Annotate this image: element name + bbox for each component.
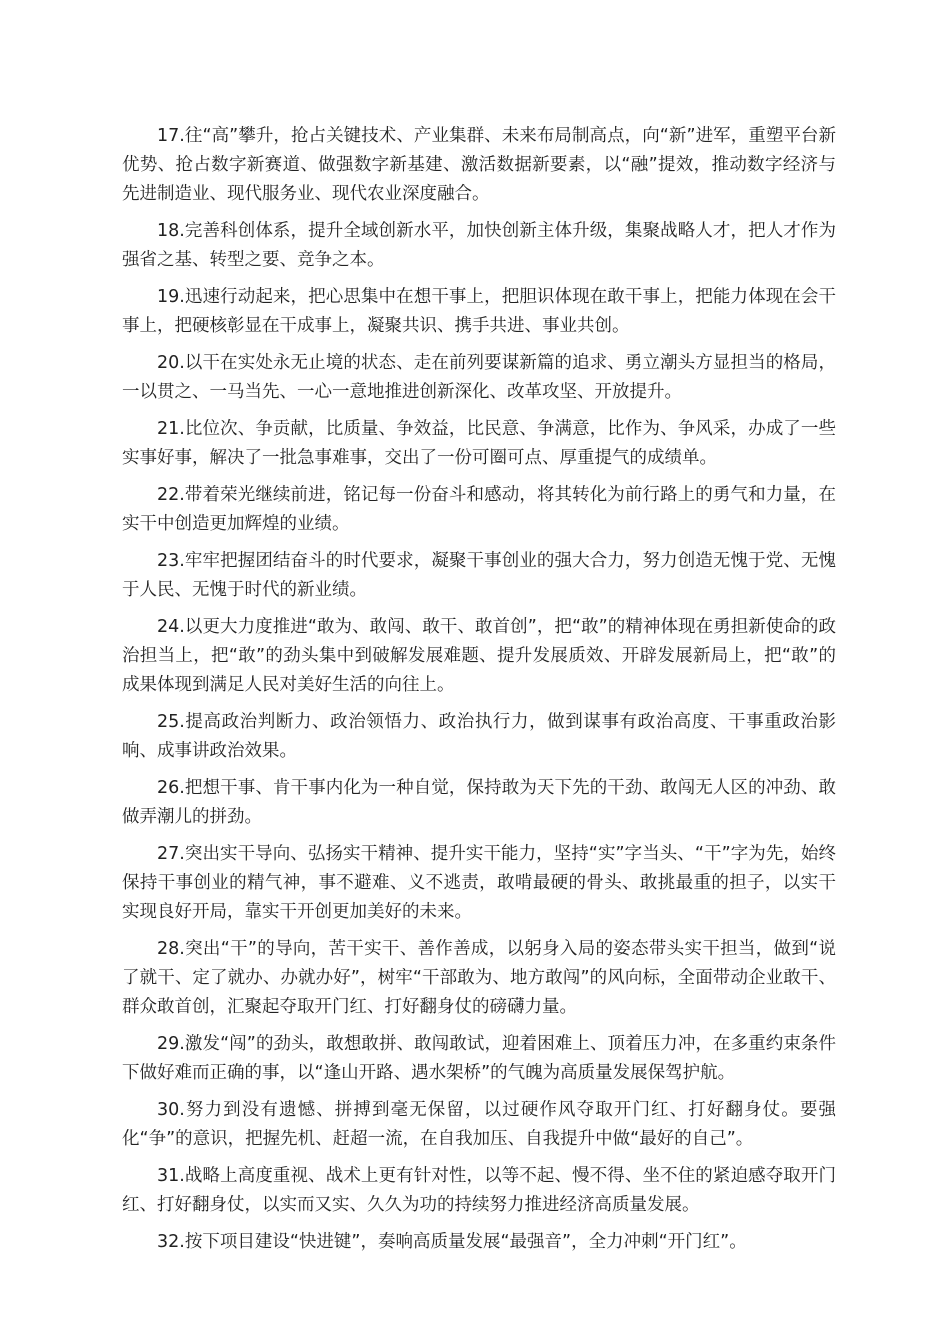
- paragraph-17: 17.往“高”攀升，抢占关键技术、产业集群、未来布局制高点，向“新”进军，重塑平台新优势、抢占数字新赛道、做强数字新基建、激活数据新要素，以“融”提效，推动数字经济与先进制造业、现代服务业、现代农业深度融合。: [122, 126, 836, 204]
- paragraph-21: 21.比位次、争贡献，比质量、争效益，比民意、争满意，比作为、争风采，办成了一些实事好事，解决了一批急事难事，交出了一份可圈可点、厚重提气的成绩单。: [122, 419, 836, 468]
- paragraph-30: 30.努力到没有遗憾、拼搏到毫无保留，以过硬作风夺取开门红、打好翻身仗。要强化“争”的意识，把握先机、赶超一流，在自我加压、自我提升中做“最好的自己”。: [122, 1100, 836, 1149]
- paragraph-23: 23.牢牢把握团结奋斗的时代要求，凝聚干事创业的强大合力，努力创造无愧于党、无愧于人民、无愧于时代的新业绩。: [122, 551, 836, 600]
- paragraph-19: 19.迅速行动起来，把心思集中在想干事上，把胆识体现在敢干事上，把能力体现在会干事上，把硬核彰显在干成事上，凝聚共识、携手共进、事业共创。: [122, 287, 836, 336]
- paragraph-20: 20.以干在实处永无止境的状态、走在前列要谋新篇的追求、勇立潮头方显担当的格局，一以贯之、一马当先、一心一意地推进创新深化、改革攻坚、开放提升。: [122, 353, 836, 402]
- paragraph-25: 25.提高政治判断力、政治领悟力、政治执行力，做到谋事有政治高度、干事重政治影响、成事讲政治效果。: [122, 712, 836, 761]
- paragraph-27: 27.突出实干导向、弘扬实干精神、提升实干能力，坚持“实”字当头、“干”字为先，始终保持干事创业的精气神，事不避难、义不逃责，敢啃最硬的骨头、敢挑最重的担子，以实干实现良好开局，靠实干开创更加美好的未来。: [122, 844, 836, 922]
- paragraph-31: 31.战略上高度重视、战术上更有针对性，以等不起、慢不得、坐不住的紧迫感夺取开门红、打好翻身仗，以实而又实、久久为功的持续努力推进经济高质量发展。: [122, 1166, 836, 1215]
- paragraph-24: 24.以更大力度推进“敢为、敢闯、敢干、敢首创”，把“敢”的精神体现在勇担新使命的政治担当上，把“敢”的劲头集中到破解发展难题、提升发展质效、开辟发展新局上，把“敢”的成果体现到满足人民对美好生活的向往上。: [122, 617, 836, 695]
- paragraph-22: 22.带着荣光继续前进，铭记每一份奋斗和感动，将其转化为前行路上的勇气和力量，在实干中创造更加辉煌的业绩。: [122, 485, 836, 534]
- paragraph-29: 29.激发“闯”的劲头，敢想敢拼、敢闯敢试，迎着困难上、顶着压力冲，在多重约束条件下做好难而正确的事，以“逢山开路、遇水架桥”的气魄为高质量发展保驾护航。: [122, 1034, 836, 1083]
- paragraph-32: 32.按下项目建设“快进键”，奏响高质量发展“最强音”，全力冲刺“开门红”。: [157, 1232, 747, 1252]
- paragraph-26: 26.把想干事、肯干事内化为一种自觉，保持敢为天下先的干劲、敢闯无人区的冲劲、敢做弄潮儿的拼劲。: [122, 778, 836, 827]
- paragraph-18: 18.完善科创体系，提升全域创新水平，加快创新主体升级，集聚战略人才，把人才作为强省之基、转型之要、竞争之本。: [122, 221, 836, 270]
- paragraph-28: 28.突出“干”的导向，苦干实干、善作善成，以躬身入局的姿态带头实干担当，做到“说了就干、定了就办、办就办好”，树牢“干部敢为、地方敢闯”的风向标，全面带动企业敢干、群众敢首创，汇聚起夺取开门红、打好翻身仗的磅礴力量。: [122, 939, 836, 1017]
- document-page: [122, 122, 836, 1265]
